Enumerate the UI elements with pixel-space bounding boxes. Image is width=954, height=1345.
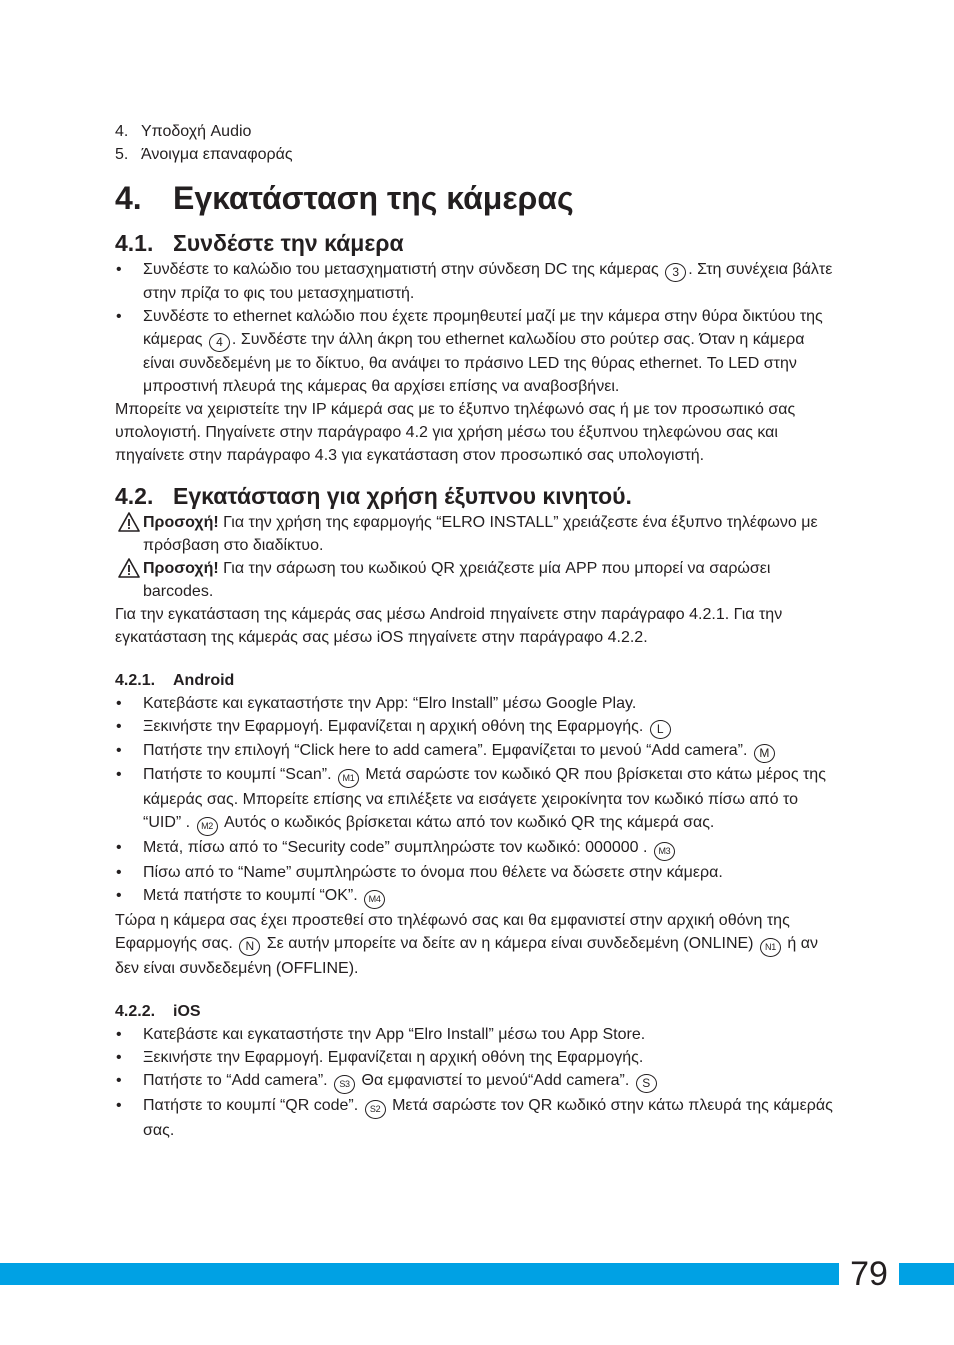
section-heading-4-2: 4.2. Εγκατάσταση για χρήση έξυπνου κινητού. (115, 483, 632, 509)
callout-badge: 3 (665, 263, 686, 282)
list-item: • Μετά πατήστε το κουμπί “OK”. M4 (115, 884, 840, 909)
list-item: • Κατεβάστε και εγκαταστήστε την App “Elro Install” μέσω του App Store. (115, 1023, 840, 1046)
list-item: • Ξεκινήστε την Εφαρμογή. Εμφανίζεται η αρχική οθόνη της Εφαρμογής. L (115, 715, 840, 739)
bullet-list (115, 692, 840, 909)
paragraph: Τώρα η κάμερα σας έχει προστεθεί στο τηλέφωνό σας και θα εμφανιστεί στην αρχική οθόνη της Εφαρμογής σας. N Σε αυτήν μπορείτε να δείτε αν η κάμερα είναι συνδεδεμένη (ONLINE) N1 ή αν δεν είναι συνδεδεμένη (OFFLINE). (115, 912, 818, 977)
callout-badge: N1 (760, 938, 781, 957)
subsection-heading-4-2-1: 4.2.1. Android (115, 672, 235, 689)
list-item: • Συνδέστε το καλώδιο του μετασχηματιστή στην σύνδεση DC της κάμερας 3 . Στη συνέχεια βάλτε στην πρίζα το φις του μετασχηματιστή. (115, 258, 840, 305)
list-item: • Συνδέστε το ethernet καλώδιο που έχετε προμηθευτεί μαζί με την κάμερα στην θύρα δικτύου της κάμερας 4 . Συνδέστε την άλλη άκρη του ethernet καλωδίου στο ρούτερ σας. Όταν η κάμερα είναι συνδεδεμένη με το δίκτυο, θα ανάψει το πράσινο LED της θύρας ethernet. Το LED στην μπροστινή πλευρά της κάμερας θα αρχίσει επίσης να αναβοσβήνει. (115, 305, 840, 398)
list-item: • Πίσω από το “Name” συμπληρώστε το όνομα που θέλετε να δώσετε στην κάμερα. (115, 861, 840, 884)
list-item: • Πατήστε την επιλογή “Click here to add camera”. Εμφανίζεται το μενού “Add camera”. M (115, 739, 840, 763)
callout-badge: N (239, 937, 260, 956)
warning-note: Προσοχή! Για την σάρωση του κωδικού QR χρειάζεστε μία APP που μπορεί να σαρώσει barcodes. (115, 557, 840, 603)
callout-badge: M3 (654, 842, 675, 861)
chapter-heading: 4. Εγκατάσταση της κάμερας (115, 180, 574, 216)
list-item: • Μετά, πίσω από το “Security code” συμπληρώστε τον κωδικό: 000000 . M3 (115, 836, 840, 861)
callout-badge: S (636, 1074, 657, 1093)
page-content (115, 120, 840, 1142)
list-item: • Κατεβάστε και εγκαταστήστε την App: “Elro Install” μέσω Google Play. (115, 692, 840, 715)
bullet-list (115, 1023, 840, 1142)
callout-badge: S2 (365, 1100, 386, 1119)
list-item: • Ξεκινήστε την Εφαρμογή. Εμφανίζεται η αρχική οθόνη της Εφαρμογής. (115, 1046, 840, 1069)
callout-badge: L (650, 720, 671, 739)
callout-badge: M2 (197, 817, 218, 836)
list-item: • Πατήστε το “Add camera”. S3 Θα εμφανιστεί το μενού“Add camera”. S (115, 1069, 840, 1094)
bullet-list (115, 258, 840, 398)
page-number: 79 (839, 1255, 899, 1293)
subsection-heading-4-2-2: 4.2.2. iOS (115, 1003, 201, 1020)
warning-icon (118, 558, 140, 578)
list-item: 5. Άνοιγμα επαναφοράς (115, 146, 293, 163)
list-item: • Πατήστε το κουμπί “Scan”. M1 Μετά σαρώστε τον κωδικό QR που βρίσκεται στο κάτω μέρος της κάμεράς σας. Μπορείτε επίσης να επιλέξετε να εισάγετε χειροκίνητα τον κωδικό πίσω από το “UID” . M2 Αυτός ο κωδικός βρίσκεται κάτω από τον κωδικό QR της κάμερά σας. (115, 763, 840, 836)
warning-note: Προσοχή! Για την χρήση της εφαρμογής “ELRO INSTALL” χρειάζεστε ένα έξυπνο τηλέφωνο με πρόσβαση στο διαδίκτυο. (115, 511, 840, 557)
list-item: 4. Υποδοχή Audio (115, 123, 252, 140)
callout-badge: S3 (334, 1075, 355, 1094)
callout-badge: M (754, 744, 775, 763)
paragraph: Για την εγκατάσταση της κάμεράς σας μέσω Android πηγαίνετε στην παράγραφο 4.2.1. Για την εγκατάσταση της κάμεράς σας μέσω iOS πηγαίνετε στην παράγραφο 4.2.2. (115, 606, 783, 646)
list-item: • Πατήστε το κουμπί “QR code”. S2 Μετά σαρώστε τον QR κωδικό στην κάτω πλευρά της κάμεράς σας. (115, 1094, 840, 1142)
paragraph: Μπορείτε να χειριστείτε την IP κάμερά σας με το έξυπνο τηλέφωνό σας ή με τον προσωπικό σας υπολογιστή. Πηγαίνετε στην παράγραφο 4.2 για χρήση μέσω του έξυπνου τηλεφώνου σας και πηγαίνετε στην παράγραφο 4.3 για εγκατάσταση στον προσωπικό σας υπολογιστή. (115, 401, 796, 464)
warning-icon (118, 512, 140, 532)
callout-badge: 4 (209, 333, 230, 352)
callout-badge: M4 (364, 890, 385, 909)
footer-bar (0, 1263, 954, 1285)
callout-badge: M1 (338, 769, 359, 788)
section-heading-4-1: 4.1. Συνδέστε την κάμερα (115, 230, 404, 256)
